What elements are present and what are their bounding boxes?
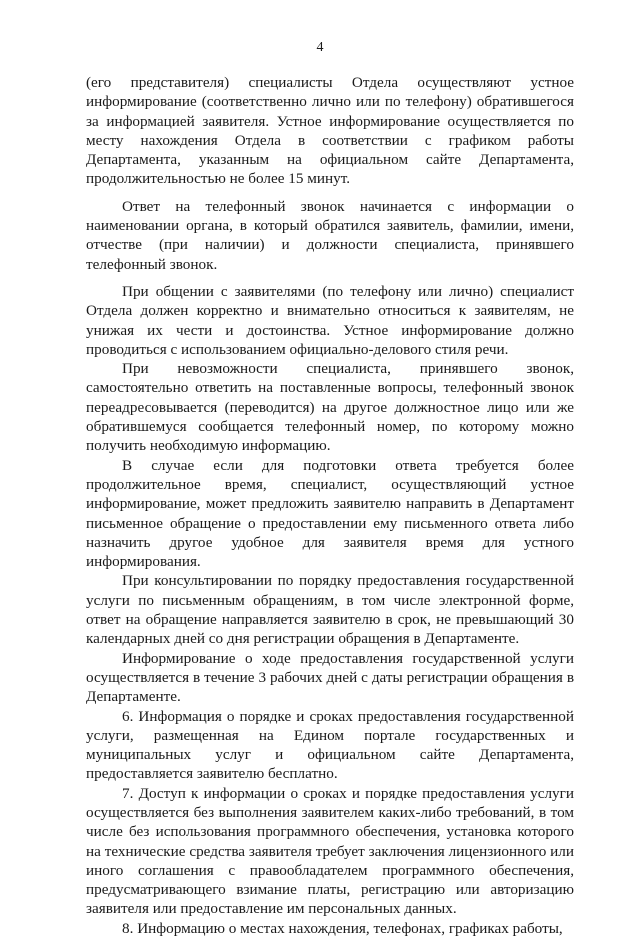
paragraph-item-6: 6. Информация о порядке и сроках предоставления государственной услуги, размещенная на Едином портале государственных и муниципальных услуг и официальном сайте Департамента, предоставляется заявителю бесплатно. — [86, 707, 574, 783]
page-number: 4 — [316, 40, 324, 55]
paragraph-item-7: 7. Доступ к информации о сроках и порядке предоставления услуги осуществляется без выполнения заявителем каких-либо требований, в том числе без использования программного обеспечения, установка которого на технические средства заявителя требует заключения лицензионного или иного соглашения с правообладателем программного обеспечения, предусматривающего взимание платы, регистрацию или авторизацию заявителя или предоставление им персональных данных. — [86, 784, 574, 918]
paragraph-written-consultation: При консультировании по порядку предоставления государственной услуги по письменным обращениям, в том числе электронной форме, ответ на обращение направляется заявителю в срок, не превышающий 30 календарных дней со дня регистрации обращения в Департаменте. — [86, 572, 574, 648]
paragraph-communication-rules: При общении с заявителями (по телефону или лично) специалист Отдела должен корректно и внимательно относиться к заявителям, не унижая их чести и достоинства. Устное информирование должно проводиться с использованием официально-делового стиля речи. — [86, 282, 574, 358]
paragraph-written-request: В случае если для подготовки ответа требуется более продолжительное время, специалист, осуществляющий устное информирование, может предложить заявителю направить в Департамент письменное обращение о предоставлении ему письменного ответа либо назначить другое удобное для заявителя время для устного информирования. — [86, 456, 574, 571]
paragraph-item-8: 8. Информацию о местах нахождения, телефонах, графиках работы, — [122, 919, 563, 937]
paragraph-call-redirect: При невозможности специалиста, принявшего звонок, самостоятельно ответить на поставленные вопросы, телефонный звонок переадресовывается (переводится) на другое должностное лицо или же обратившемуся сообщается телефонный номер, по которому можно получить необходимую информацию. — [86, 360, 574, 455]
paragraph-progress-information: Информирование о ходе предоставления государственной услуги осуществляется в течение 3 рабочих дней с даты регистрации обращения в Департаменте. — [86, 649, 574, 706]
document-body — [86, 73, 574, 938]
paragraph-phone-answer: Ответ на телефонный звонок начинается с информации о наименовании органа, в который обратился заявитель, фамилии, имени, отчестве (при наличии) и должности специалиста, принявшего телефонный звонок. — [86, 197, 574, 273]
paragraph-information-procedure: (его представителя) специалисты Отдела осуществляют устное информирование (соответственно лично или по телефону) обратившегося за информацией заявителя. Устное информирование осуществляется по месту нахождения Отдела в соответствии с графиком работы Департамента, указанным на официальном сайте Департамента, продолжительностью не более 15 минут. — [86, 74, 574, 188]
